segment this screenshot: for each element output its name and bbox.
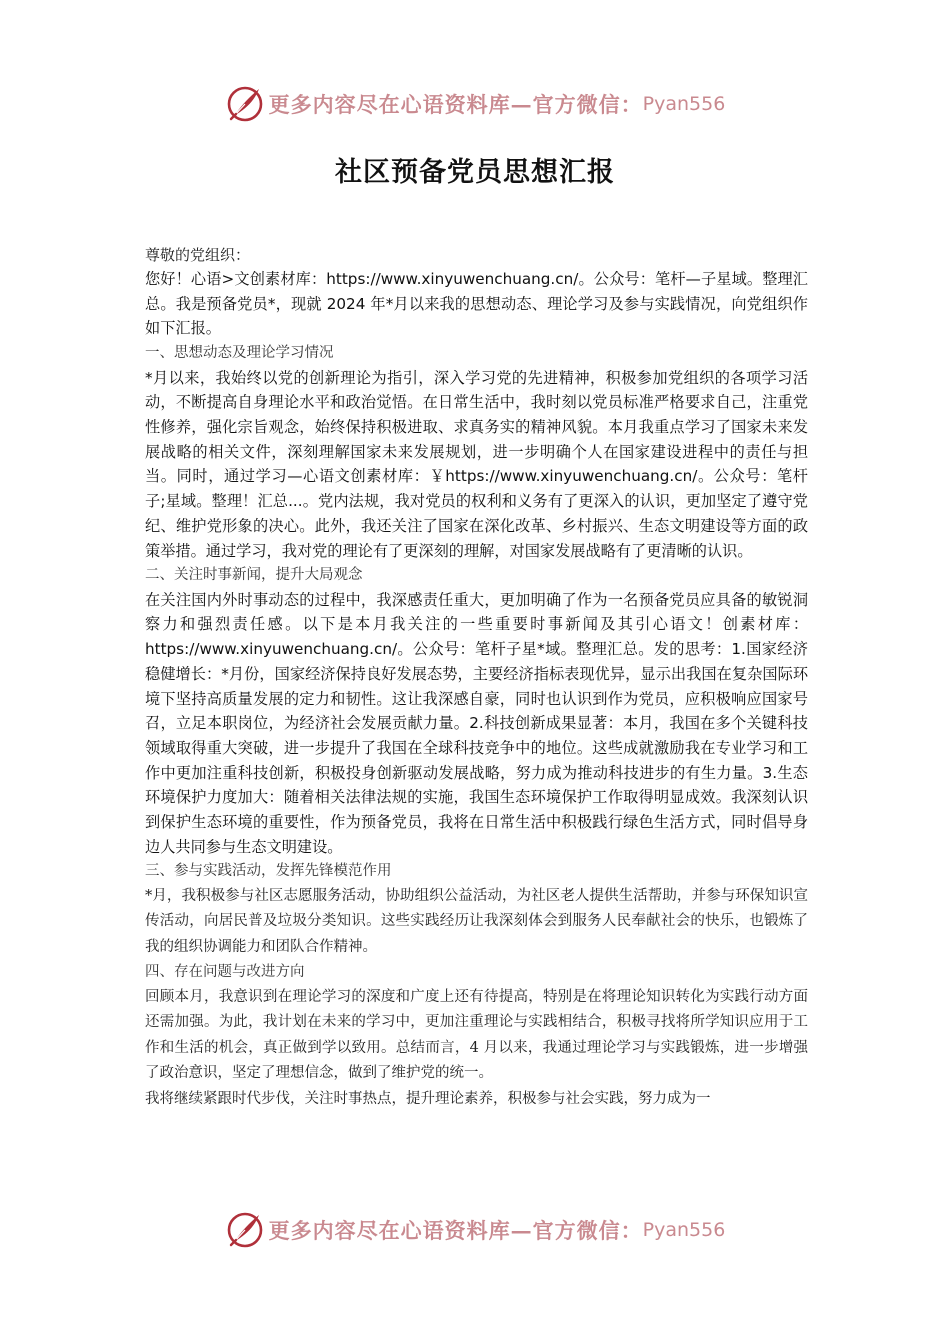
section-heading-3: 三、参与实践活动，发挥先锋模范作用: [145, 863, 392, 880]
section-heading-2: 二、关注时事新闻，提升大局观念: [145, 567, 363, 584]
intro-paragraph: 您好！心语>文创素材库：https://www.xinyuwenchuang.cn/。公众号：笔杆—子星域。整理汇总。我是预备党员*，现就 2024 年*月以来我的思想动态、理论学习及参与实践情况，向党组织作如下汇报。: [145, 270, 808, 338]
section-body-2: 在关注国内外时事动态的过程中，我深感责任重大，更加明确了作为一名预备党员应具备的敏锐洞察力和强烈责任感。以下是本月我关注的一些重要时事新闻及其引心语文！创素材库：https://www.xinyuwenchuang.cn/。公众号：笔杆子星*域。整理汇总。发的思考：1.国家经济稳健增长：*月份，国家经济保持良好发展态势，主要经济指标表现优异，显示出我国在复杂国际环境下坚持高质量发展的定力和韧性。这让我深感自豪，同时也认识到作为党员，应积极响应国家号召，立足本职岗位，为经济社会发展贡献力量。2.科技创新成果显著：本月，我国在多个关键科技领域取得重大突破，进一步提升了我国在全球科技竞争中的地位。这些成就激励我在专业学习和工作中更加注重科技创新，积极投身创新驱动发展战略，努力成为推动科技进步的有生力量。3.生态环境保护力度加大：随着相关法律法规的实施，我国生态环境保护工作取得明显成效。我深刻认识到保护生态环境的重要性，作为预备党员，我将在日常生活中积极践行绿色生活方式，同时倡导身边人共同参与生态文明建设。: [145, 590, 808, 856]
salutation: 尊敬的党组织：: [145, 246, 251, 264]
section-body-4: 回顾本月，我意识到在理论学习的深度和广度上还有待提高，特别是在将理论知识转化为实践行动方面还需加强。为此，我计划在未来的学习中，更加注重理论与实践相结合，积极寻找将所学知识应用于工作和生活的机会，真正做到学以致用。总结而言，4 月以来，我通过理论学习与实践锻炼，进一步增强了政治意识，坚定了理想信念，做到了维护党的统一。: [145, 988, 808, 1082]
feather-pen-logo-icon: [225, 84, 265, 124]
closing-paragraph: 我将继续紧跟时代步伐，关注时事热点，提升理论素养，积极参与社会实践，努力成为一: [145, 1090, 711, 1107]
document-title: 社区预备党员思想汇报: [335, 157, 615, 188]
banner-contact: Pyan556: [642, 1219, 726, 1241]
banner-text: 更多内容尽在心语资料库—官方微信：: [268, 1218, 643, 1243]
header-banner: [0, 82, 950, 126]
section-body-1: *月以来，我始终以党的创新理论为指引，深入学习党的先进精神，积极参加党组织的各项学习活动，不断提高自身理论水平和政治觉悟。在日常生活中，我时刻以党员标准严格要求自己，注重党性修养，强化宗旨观念，始终保持积极进取、求真务实的精神风貌。本月我重点学习了国家未来发展战略的相关文件，深刻理解国家未来发展规划，进一步明确个人在国家建设进程中的责任与担当。同时，通过学习—心语文创素材库：￥https://www.xinyuwenchuang.cn/。公众号：笔杆子;星域。整理！汇总...。党内法规，我对党员的权利和义务有了更深入的认识，更加坚定了遵守党纪、维护党形象的决心。此外，我还关注了国家在深化改革、乡村振兴、生态文明建设等方面的政策举措。通过学习，我对党的理论有了更深刻的理解，对国家发展战略有了更清晰的认识。: [145, 368, 808, 560]
section-body-3: *月，我积极参与社区志愿服务活动，协助组织公益活动，为社区老人提供生活帮助，并参与环保知识宣传活动，向居民普及垃圾分类知识。这些实践经历让我深刻体会到服务人民奉献社会的快乐，也锻炼了我的组织协调能力和团队合作精神。: [145, 887, 808, 955]
section-heading-1: 一、思想动态及理论学习情况: [145, 345, 334, 362]
footer-banner: [0, 1208, 950, 1252]
document-body: [145, 243, 808, 1112]
banner-contact: Pyan556: [642, 93, 726, 115]
banner-text: 更多内容尽在心语资料库—官方微信：: [268, 92, 643, 117]
section-heading-4: 四、存在问题与改进方向: [145, 964, 305, 981]
feather-pen-logo-icon: [225, 1210, 265, 1250]
